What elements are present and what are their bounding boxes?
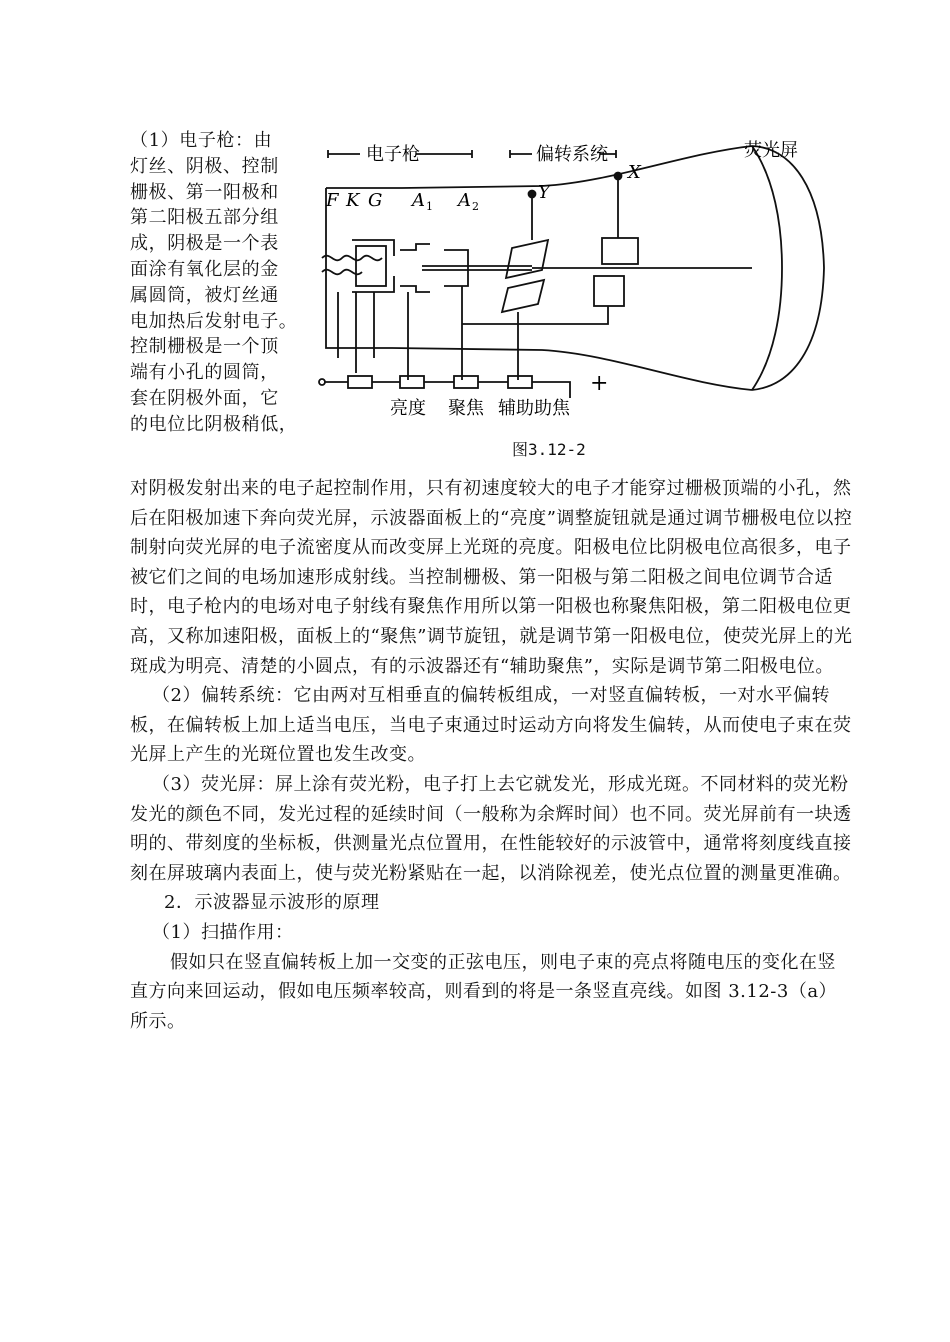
gun-description-column	[130, 128, 306, 438]
text-line: 控制栅极是一个顶	[130, 336, 279, 358]
text-line: 端有小孔的圆筒，	[130, 362, 279, 384]
text-line: 面涂有氧化层的金	[130, 258, 279, 280]
second-anode	[444, 250, 468, 286]
paragraph-deflection-system: （2）偏转系统：它由两对互相垂直的偏转板组成，一对竖直偏转板，一对水平偏转板，在偏转板上加上适当电压，当电子束通过时运动方向将发生偏转，从而使电子束在荧光屏上产生的光斑位置也发生改变。	[130, 685, 852, 766]
label-focus: 聚焦	[448, 398, 484, 419]
label-y: Y	[538, 182, 550, 203]
first-anode	[400, 244, 430, 292]
label-k: K	[346, 190, 360, 211]
x-deflection-plate-lower	[594, 276, 624, 306]
text-line: 套在阴极外面，它	[130, 387, 279, 409]
screen-face	[752, 146, 824, 390]
electrode-leads	[338, 286, 608, 380]
paragraph-screen: （3）荧光屏：屏上涂有荧光粉，电子打上去它就发光，形成光斑。不同材料的荧光粉发光的颜色不同，发光过程的延续时间（一般称为余辉时间）也不同。荧光屏前有一块透明的、带刻度的坐标板，供测量光点位置用，在性能较好的示波管中，通常将刻度线直接刻在屏玻璃内表面上，使与荧光粉紧贴在一起，以消除视差，使光点位置的测量更准确。	[130, 773, 852, 884]
crt-diagram	[312, 128, 852, 428]
paragraph-gun-continued: 对阴极发射出来的电子起控制作用，只有初速度较大的电子才能穿过栅极顶端的小孔，然后在阳极加速下奔向荧光屏，示波器面板上的“亮度”调整旋钮就是通过调节栅极电位以控制射向荧光屏的电子流密度从而改变屏上光斑的亮度。阳极电位比阴极电位高很多，电子被它们之间的电场加速形成射线。当控制栅极、第一阳极与第二阳极之间电位调节合适时，电子枪内的电场对电子射线有聚焦作用所以第一阳极也称聚焦阳极，第二阳极电位更高，又称加速阳极，面板上的“聚焦”调节旋钮，就是调节第一阳极电位，使荧光屏上的光斑成为明亮、清楚的小圆点，有的示波器还有“辅助聚焦”，实际是调节第二阳极电位。	[130, 478, 853, 677]
subsection-heading: （1）扫描作用：	[152, 921, 294, 943]
focus-pot	[454, 376, 478, 388]
y-deflection-plate-lower	[502, 280, 544, 312]
screen-inner-edge	[752, 146, 782, 390]
text-line: （1）电子枪：由	[130, 130, 273, 151]
text-line: 成，阴极是一个表	[130, 233, 279, 255]
label-plus: +	[590, 371, 609, 396]
figure-caption: 图3.12-2	[512, 440, 586, 459]
text-line: 第二阳极五部分组	[130, 207, 279, 229]
x-deflection-plate-upper	[602, 238, 638, 264]
resistor	[348, 376, 372, 388]
tube-envelope-bottom	[326, 188, 752, 390]
label-aux-focus: 辅助助焦	[498, 398, 570, 419]
resistor-chain	[324, 382, 570, 398]
body-text	[130, 474, 854, 1036]
label-brightness: 亮度	[390, 398, 426, 419]
y-terminal	[529, 191, 536, 198]
supply-terminal	[319, 379, 325, 385]
label-a2-subscript: 2	[472, 200, 479, 213]
text-line: 属圆筒，被灯丝通	[130, 284, 279, 306]
label-screen: 荧光屏	[744, 140, 798, 161]
x-terminal	[615, 173, 622, 180]
label-a1: A	[412, 190, 425, 211]
text-line: 栅极、第一阳极和	[130, 181, 279, 203]
cathode-cylinder	[356, 246, 386, 286]
section-heading: 2．示波器显示波形的原理	[164, 892, 380, 914]
y-deflection-plate-upper	[506, 240, 548, 278]
brightness-pot	[400, 376, 424, 388]
label-gun: 电子枪	[366, 144, 420, 165]
oscilloscope-tube-figure	[312, 128, 852, 468]
text-line: 电加热后发射电子。	[130, 310, 298, 332]
aux-focus-pot	[508, 376, 532, 388]
filament-coil	[322, 256, 382, 261]
label-a2: A	[458, 190, 471, 211]
text-line: 灯丝、阴极、控制	[130, 155, 279, 177]
text-line: 的电位比阴极稍低，	[130, 413, 298, 435]
paragraph-scanning: 假如只在竖直偏转板上加一交变的正弦电压，则电子束的亮点将随电压的变化在竖直方向来回运动，假如电压频率较高，则看到的将是一条竖直亮线。如图 3.12-3（a）所示。	[130, 951, 838, 1032]
label-deflect: 偏转系统	[536, 144, 608, 165]
beam-path	[422, 266, 532, 270]
label-a1-subscript: 1	[426, 200, 433, 213]
label-x: X	[628, 162, 641, 183]
control-grid	[352, 240, 394, 292]
label-f: F	[326, 190, 339, 211]
label-g: G	[368, 190, 383, 211]
